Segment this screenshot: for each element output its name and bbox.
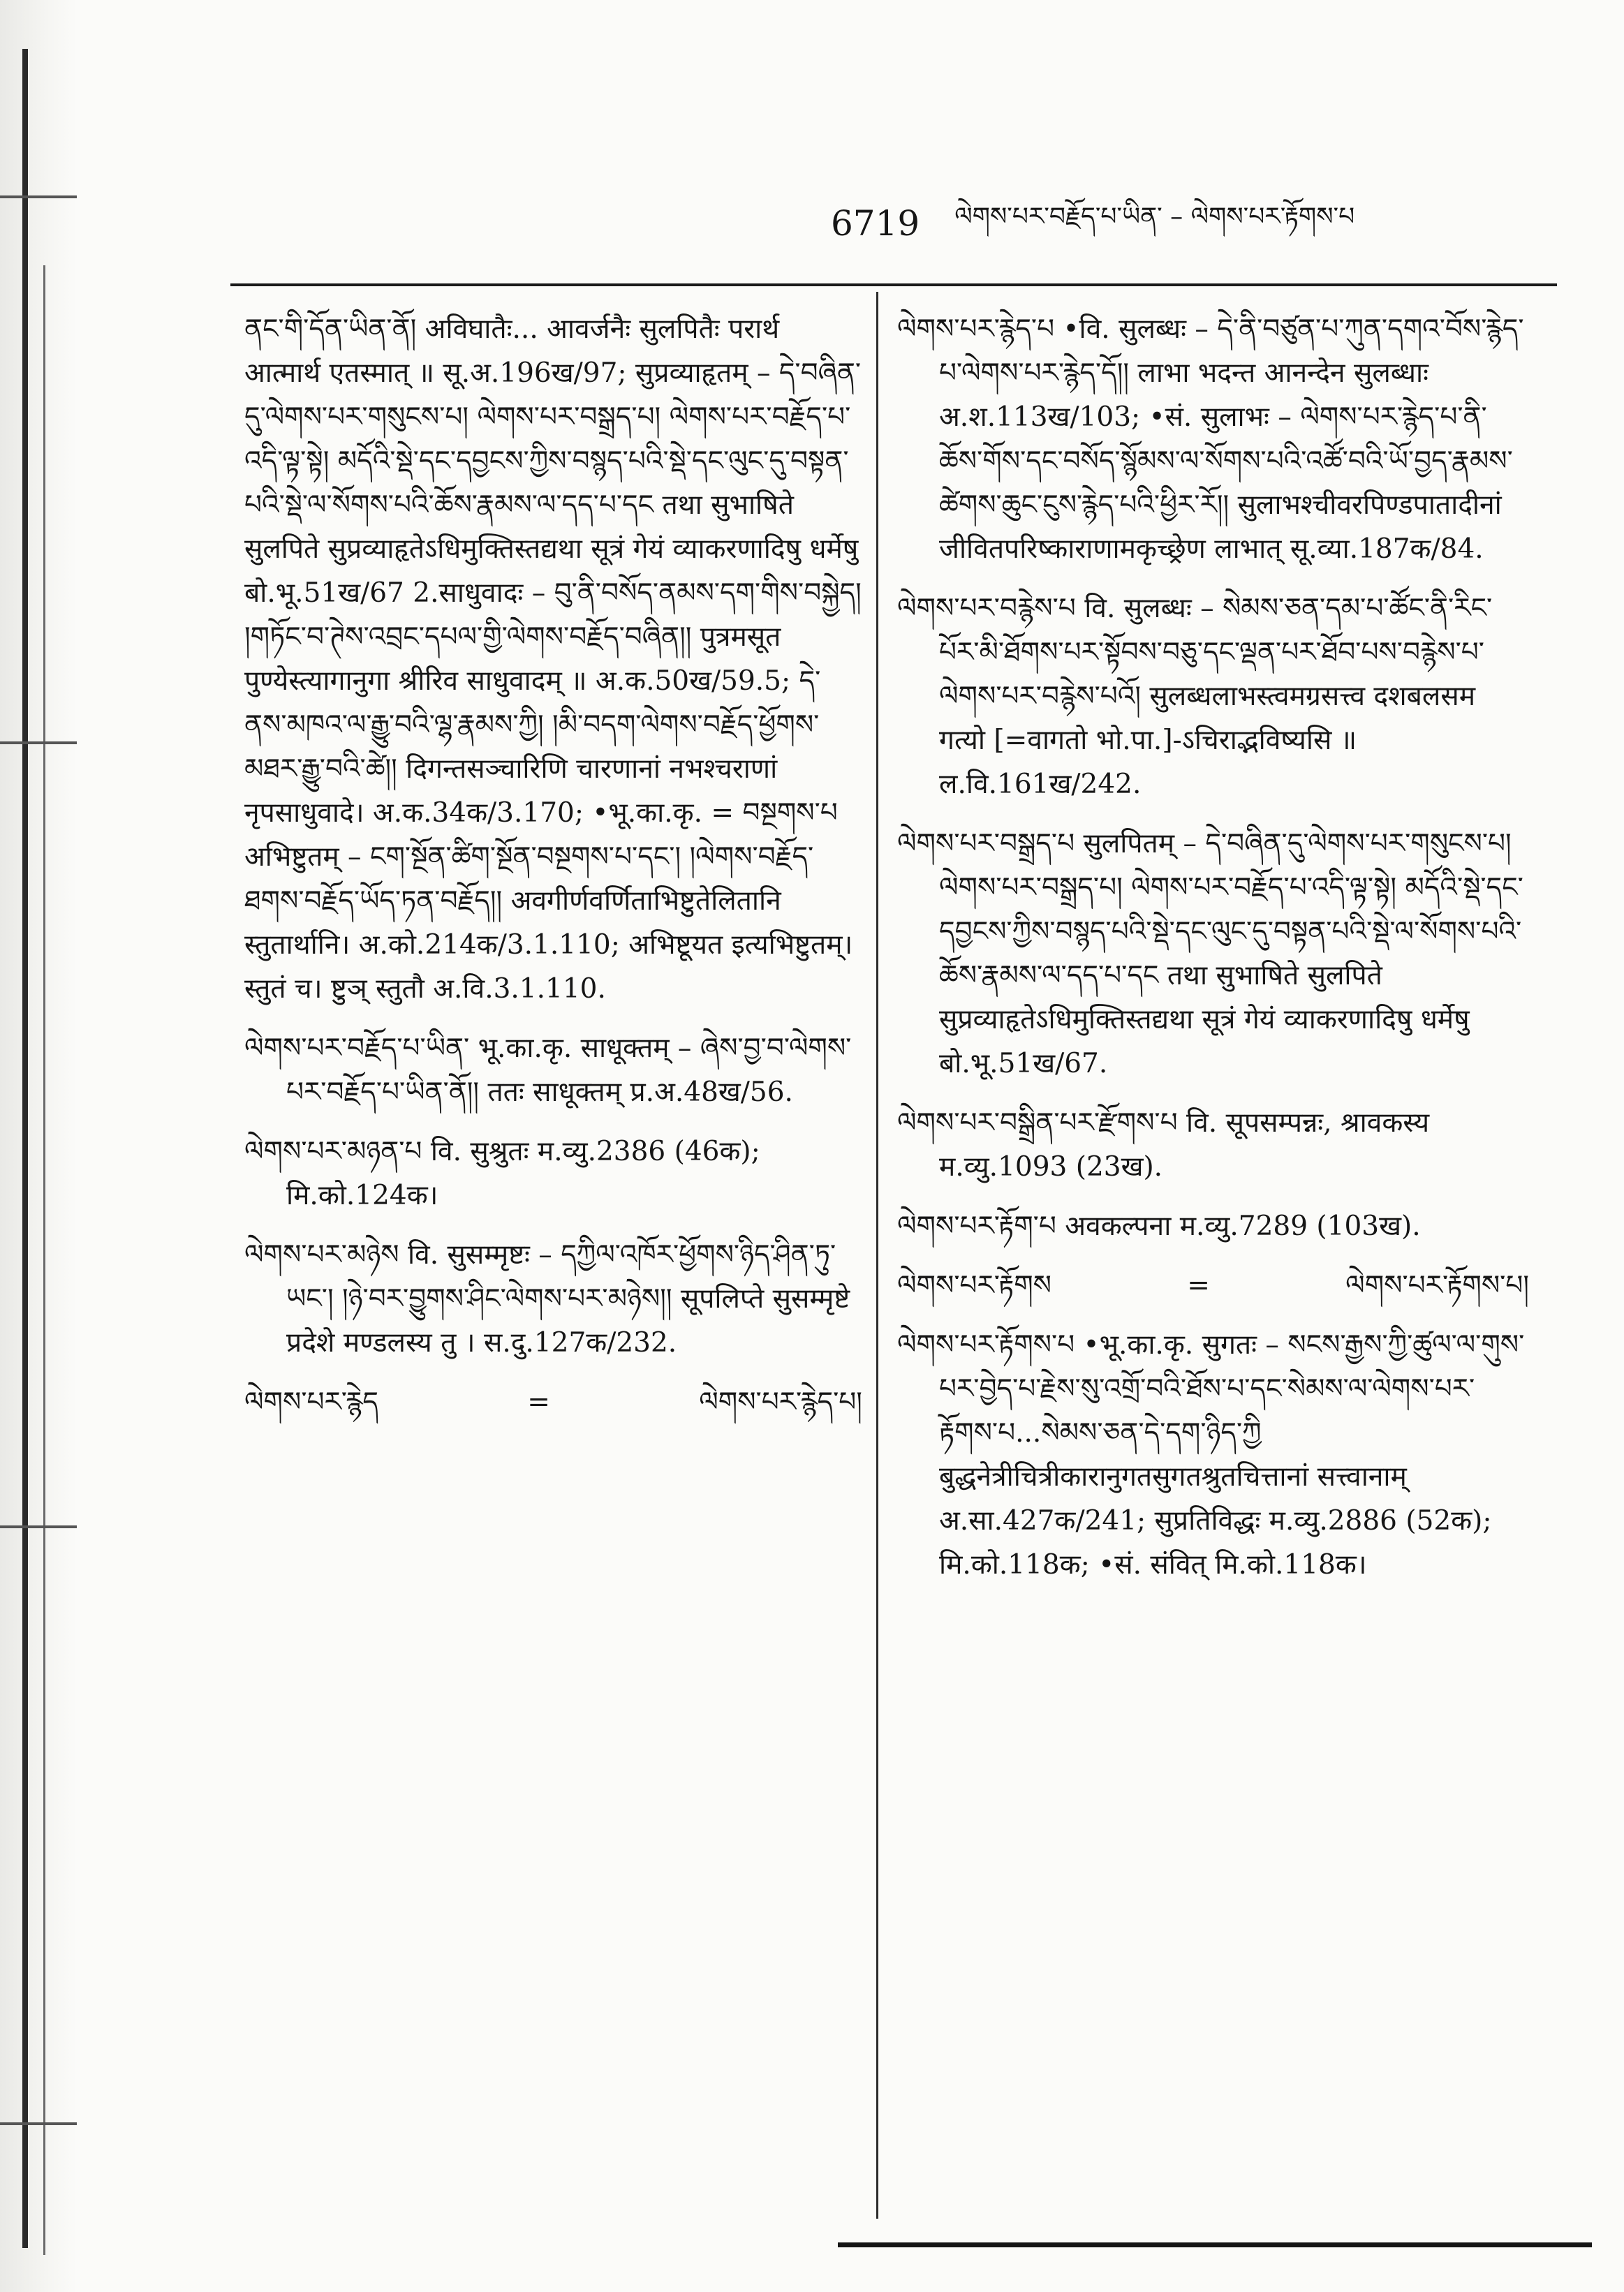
equals-sign: = — [527, 1387, 550, 1418]
page-header — [831, 192, 1557, 255]
equals-sign: = — [1187, 1270, 1210, 1301]
binding-shadow-line — [22, 49, 28, 2248]
cross-reference-target: ལེགས་པར་རྟོགས་པ། — [1345, 1270, 1529, 1301]
dictionary-entry: ལེགས་པར་བསྒྲིན་པར་རྫོགས་པ वि. सूपसम्पन्नः, श्रावकस्य म.व्यु.1093 (23ख). — [897, 1107, 1430, 1183]
footer-rule — [838, 2242, 1592, 2247]
header-rule — [230, 283, 1557, 286]
page-binding-edge — [0, 0, 77, 2292]
cross-reference-entry — [244, 1380, 862, 1424]
dictionary-entry: ལེགས་པར་རྙེད་པ •वि. सुलब्धः – དེ་ནི་བཙུན་པ་ཀུན་དགའ་བོས་རྙེད་པ་ལེགས་པར་རྙེད་དོ།། लाभा भदन्त आनन्देन सुलब्धाः अ.श.113ख/103; •सं. सुलाभः – ལེགས་པར་རྙེད་པ་ནི་ཆོས་གོས་དང་བསོད་སྙོམས་ལ་སོགས་པའི་འཚོ་བའི་ཡོ་བྱད་རྣམས་ཚེགས་ཆུང་ངུས་རྙེད་པའི་ཕྱིར་རོ།། सुलाभश्चीवरपिण्डपातादीनां जीवितपरिष्काराणामकृच्छ्रेण लाभात् सू.व्या.187क/84. — [897, 313, 1524, 565]
dictionary-entry: ལེགས་པར་རྟོགས་པ •भू.का.कृ. सुगतः – སངས་རྒྱས་ཀྱི་ཚུལ་ལ་གུས་པར་བྱེད་པ་རྗེས་སུ་འགྲོ་བའི་ཐོས་པ་དང་སེམས་ལ་ལེགས་པར་རྟོགས་པ...སེམས་ཅན་དེ་དག་ཉིད་ཀྱི बुद्धनेत्रीचित्रीकारानुगतसुगतश्रुतचित्तानां सत्त्वानाम् अ.सा.427क/241; सुप्रतिविद्धः म.व्यु.2886 (52क); मि.को.118क; •सं. संवित् मि.को.118क। — [897, 1329, 1525, 1581]
running-head: ལེགས་པར་བརྗོད་པ་ཡིན་ – ལེགས་པར་རྟོགས་པ — [954, 202, 1355, 231]
page-number: 6719 — [831, 203, 920, 244]
left-column — [244, 307, 862, 1440]
cross-reference-term: ལེགས་པར་རྙེད — [244, 1387, 378, 1418]
column-divider — [876, 292, 878, 2219]
binding-mark — [0, 1525, 77, 1528]
dictionary-entry: ནང་གི་དོན་ཡིན་ནོ། अविघातैः... आवर्जनैः सुलपितैः परार्थ आत्मार्थ एतस्मात् ॥ सू.अ.196ख/97; सुप्रव्याहृतम् – དེ་བཞིན་དུ་ལེགས་པར་གསུངས་པ། ལེགས་པར་བསྒྲད་པ། ལེགས་པར་བརྗོད་པ་འདི་ལྟ་སྟེ། མདོའི་སྡེ་དང་དབྱངས་ཀྱིས་བསྙད་པའི་སྡེ་དང་ལུང་དུ་བསྟན་པའི་སྡེ་ལ་སོགས་པའི་ཆོས་རྣམས་ལ་དད་པ་དང तथा सुभाषिते सुलपिते सुप्रव्याहृतेऽधिमुक्तिस्तद्यथा सूत्रं गेयं व्याकरणादिषु धर्मेषु बो.भू.51ख/67 2.साधुवादः – བུ་ནི་བསོད་ནམས་དག་གིས་བསྐྱེད། །གཏོང་བ་ཊེས་འབྲང་དཔལ་གྱི་ལེགས་བརྗོད་བཞིན།། पुत्रमसूत पुण्येस्त्यागानुगा श्रीरिव साधुवादम् ॥ अ.क.50ख/59.5; དེ་ནས་མཁའ་ལ་རྒྱུ་བའི་ལྷ་རྣམས་ཀྱི། །མི་བདག་ལེགས་བརྗོད་ཕྱོགས་མཐར་རྒྱུ་བའི་ཚེ།། दिगन्तसञ्चारिणि चारणानां नभश्चराणां नृपसाधुवादे। अ.क.34क/3.170; •भू.का.कृ. = བསྔགས་པ अभिष्टुतम् – ངག་སྔོན་ཚིག་སྔོན་བསྔགས་པ་དང་། །ལེགས་བརྗོད་ཐགས་བརྗོད་ཡོད་ཏན་བརྗོད།། अवगीर्णवर्णिताभिष्टुतेलितानि स्तुतार्थानि। अ.को.214क/3.1.110; अभिष्टूयत इत्यभिष्टुतम्। स्तुतं च। ष्टुञ् स्तुतौ अ.वि.3.1.110. — [244, 313, 862, 1005]
dictionary-entry: ལེགས་པར་མཉེས वि. सुसम्मृष्टः – དཀྱིལ་འཁོར་ཕྱོགས་ཉིད་ཤིན་ཏུ་ཡང་། །ཉེ་བར་བྱུགས་ཤིང་ལེགས་པར་མཉེས།། सूपलिप्ते सुसम्मृष्टे प्रदेशे मण्डलस्य तु । स.दु.127क/232. — [244, 1239, 850, 1359]
dictionary-entry: ལེགས་པར་བརྙེས་པ वि. सुलब्धः – སེམས་ཅན་དམ་པ་ཚོང་ནི་རིང་པོར་མི་ཐོགས་པར་སྟོབས་བཅུ་དང་ལྡན་པར་ཐོབ་པས་བརྙེས་པ་ལེགས་པར་བརྙེས་པའོ། सुलब्धलाभस्त्वमग्रसत्त्व दशबलसम गत्यो [=वागतो भो.पा.]-ऽचिराद्भविष्यसि ॥ ल.वि.161ख/242. — [897, 593, 1493, 800]
binding-shadow-line — [43, 265, 45, 2255]
binding-mark — [0, 2122, 77, 2125]
right-column — [897, 307, 1529, 1602]
binding-mark — [0, 741, 77, 744]
dictionary-entry: ལེགས་པར་བསྒྲད་པ सुलपितम् – དེ་བཞིན་དུ་ལེགས་པར་གསུངས་པ། ལེགས་པར་བསྒྲད་པ། ལེགས་པར་བརྗོད་པ་འདི་ལྟ་སྟེ། མདོའི་སྡེ་དང་དབྱངས་ཀྱིས་བསྙད་པའི་སྡེ་དང་ལུང་དུ་བསྟན་པའི་སྡེ་ལ་སོགས་པའི་ཆོས་རྣམས་ལ་དད་པ་དང तथा सुभाषिते सुलपिते सुप्रव्याहृतेऽधिमुक्तिस्तद्यथा सूत्रं गेयं व्याकरणादिषु धर्मेषु बो.भू.51ख/67. — [897, 828, 1523, 1079]
cross-reference-entry — [897, 1264, 1529, 1308]
dictionary-entry: ལེགས་པར་རྟོག་པ अवकल्पना म.व्यु.7289 (103ख). — [897, 1211, 1421, 1242]
cross-reference-term: ལེགས་པར་རྟོགས — [897, 1270, 1051, 1301]
cross-reference-target: ལེགས་པར་རྙེད་པ། — [699, 1387, 862, 1418]
dictionary-entry: ལེགས་པར་མཉན་པ वि. सुश्रुतः म.व्यु.2386 (46क); मि.को.124क। — [244, 1136, 760, 1211]
dictionary-entry: ལེགས་པར་བརྗོད་པ་ཡིན་ भू.का.कृ. साधूक्तम् – ཞེས་བྱ་བ་ལེགས་པར་བརྗོད་པ་ཡིན་ནོ།། ततः साधूक्तम् प्र.अ.48ख/56. — [244, 1033, 852, 1108]
binding-mark — [0, 195, 77, 198]
